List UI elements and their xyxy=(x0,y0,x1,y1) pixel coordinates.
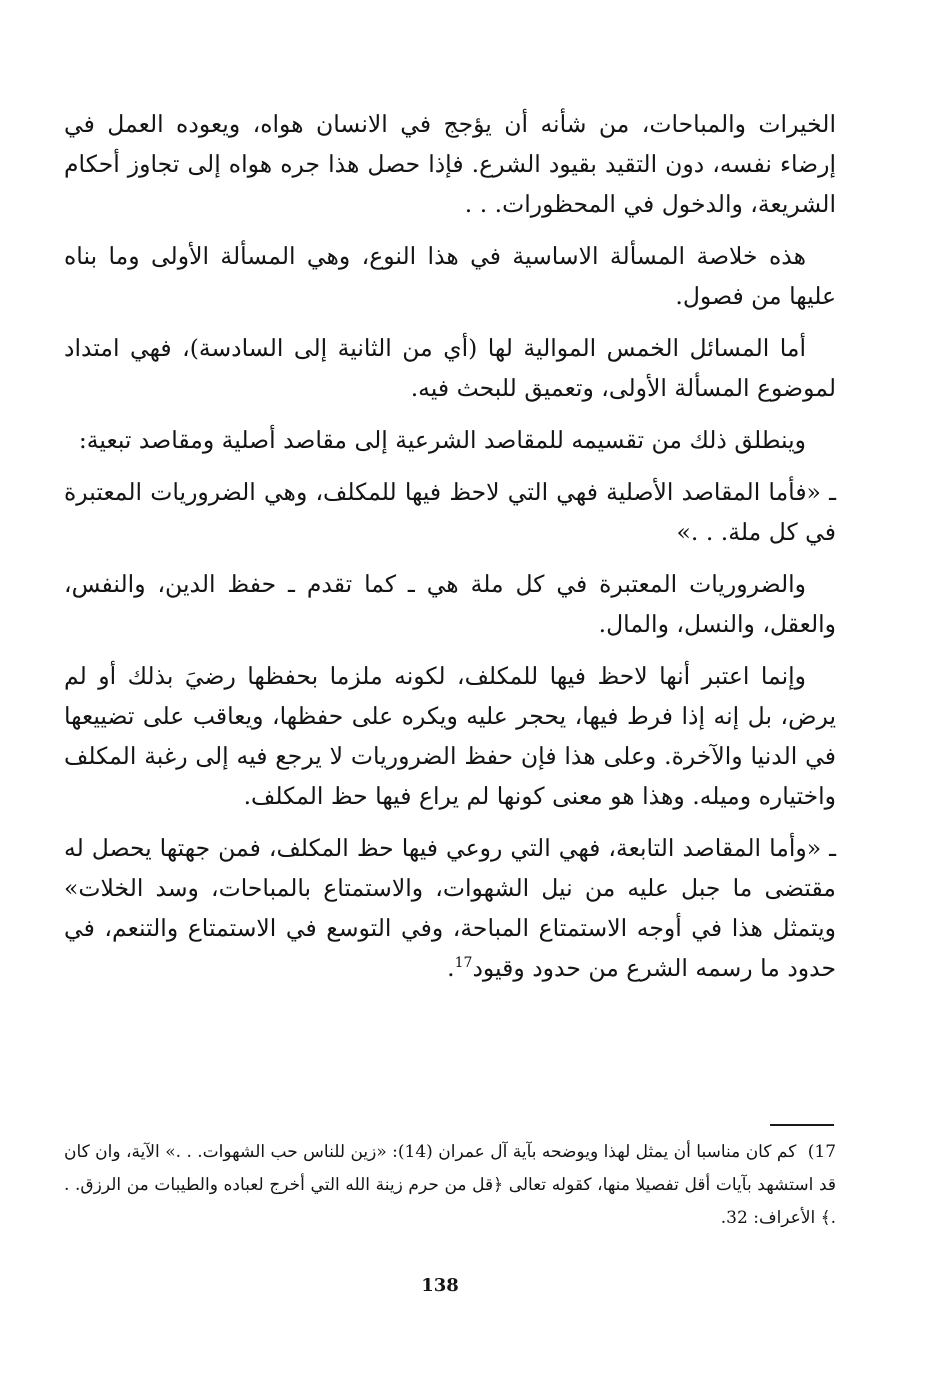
page-number: 138 xyxy=(421,1275,459,1296)
paragraph-4: وينطلق ذلك من تقسيمه للمقاصد الشرعية إلى مقاصد أصلية ومقاصد تبعية: xyxy=(78,426,806,454)
footnote-reference[interactable]: 17 xyxy=(454,955,473,972)
quote-paragraph-2-tail: . xyxy=(447,954,455,982)
paragraph-3: أما المسائل الخمس الموالية لها (أي من الثانية إلى السادسة)، فهي امتداد لموضوع المسألة الأولى، وتعميق للبحث فيه. xyxy=(64,334,836,402)
footnote-text: كم كان مناسبا أن يمثل لهذا ويوضحه بآية آل عمران (14): «زين للناس حب الشهوات. . .» الآية، وان كان قد استشهد بآيات أقل تفصيلا منها، كقوله تعالى ﴿قل من حرم زينة الله التي أخرج لعباده والطيبات من الرزق. . .﴾ الأعراف: 32. xyxy=(64,1142,836,1228)
quote-paragraph-2-text: ـ «وأما المقاصد التابعة، فهي التي روعي فيها حظ المكلف، فمن جهتها يحصل له مقتضى ما جبل عليه من نيل الشهوات، والاستمتاع بالمباحات، وسد الخلات» ويتمثل هذا في أوجه الاستمتاع المباحة، وفي التوسع في الاستمتاع والتنعم، في حدود ما رسمه الشرع من حدود وقيود xyxy=(64,834,836,982)
paragraph-5: والضروريات المعتبرة في كل ملة هي ـ كما تقدم ـ حفظ الدين، والنفس، والعقل، والنسل، والمال. xyxy=(64,570,836,638)
main-text xyxy=(64,104,836,1000)
quote-paragraph-1: ـ «فأما المقاصد الأصلية فهي التي لاحظ فيها للمكلف، وهي الضروريات المعتبرة في كل ملة. . .» xyxy=(64,478,836,546)
footnote-block xyxy=(64,1136,836,1235)
paragraph-1: الخيرات والمباحات، من شأنه أن يؤجج في الانسان هواه، ويعوده العمل في إرضاء نفسه، دون التقيد بقيود الشرع. فإذا حصل هذا جره هواه إلى تجاوز أحكام الشريعة، والدخول في المحظورات. . . xyxy=(64,110,836,218)
footnote-divider xyxy=(770,1124,834,1126)
paragraph-6: وإنما اعتبر أنها لاحظ فيها للمكلف، لكونه ملزما بحفظها رضيَ بذلك أو لم يرض، بل إنه إذا فرط فيها، يحجر عليه ويكره على حفظها، ويعاقب على تضييعها في الدنيا والآخرة. وعلى هذا فإن حفظ الضروريات لا يرجع فيه إلى رغبة المكلف واختياره وميله. وهذا هو معنى كونها لم يراع فيها حظ المكلف. xyxy=(64,662,836,810)
quote-paragraph-2 xyxy=(64,828,836,988)
footnote-number: 17) xyxy=(807,1142,837,1162)
paragraph-2: هذه خلاصة المسألة الاساسية في هذا النوع، وهي المسألة الأولى وما بناه عليها من فصول. xyxy=(64,242,836,310)
